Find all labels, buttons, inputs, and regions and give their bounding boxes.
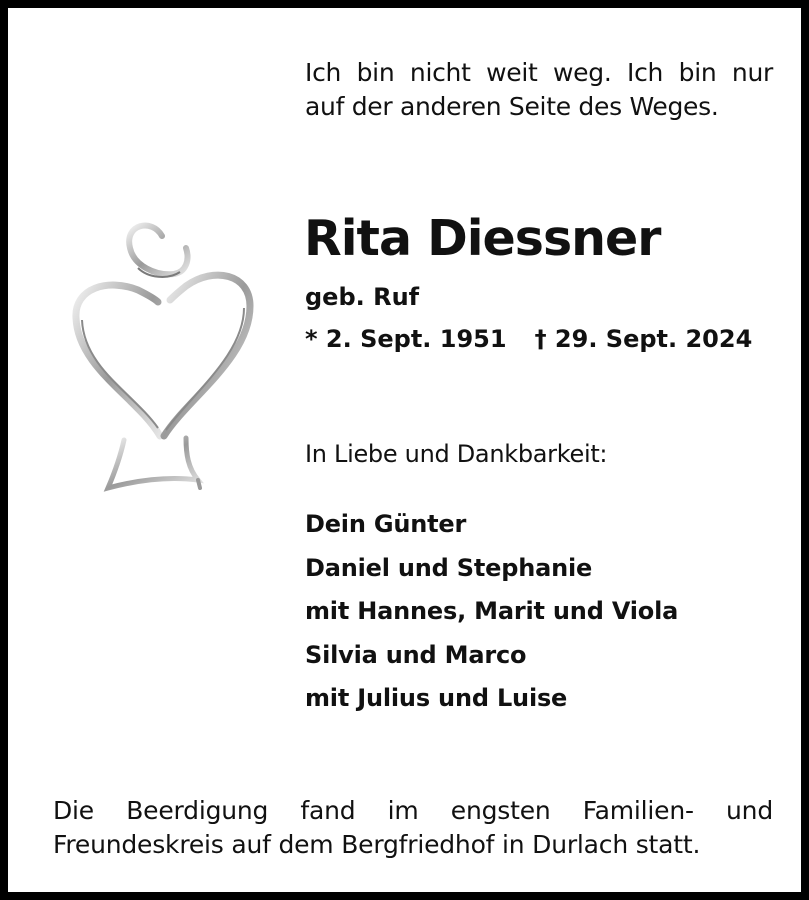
mourner-line: Silvia und Marco [305, 640, 527, 669]
dedication-intro: In Liebe und Dankbarkeit: [305, 440, 608, 468]
funeral-notice [53, 794, 773, 862]
angel-heart-icon [68, 218, 268, 498]
birth-date: * 2. Sept. 1951 [305, 325, 507, 353]
funeral-notice-line-1: Die Beerdigung fand im engsten Familien- und [53, 796, 773, 825]
mourners-list [305, 506, 678, 724]
quote [305, 56, 773, 124]
mourner-line: Daniel und Stephanie [305, 553, 593, 582]
deceased-name: Rita Diessner [304, 210, 661, 267]
mourner-line: Dein Günter [305, 510, 467, 538]
quote-line-1: Ich bin nicht weit weg. Ich bin nur [305, 58, 773, 87]
mourner-line: mit Julius und Luise [305, 684, 568, 712]
mourner-line: mit Hannes, Marit und Viola [305, 597, 679, 625]
life-dates [305, 324, 752, 354]
death-date: † 29. Sept. 2024 [534, 325, 753, 353]
quote-line-2: auf der anderen Seite des Weges. [305, 92, 719, 121]
funeral-notice-line-2: Freundeskreis auf dem Bergfriedhof in Durlach statt. [53, 830, 701, 859]
birth-name: geb. Ruf [305, 283, 420, 311]
